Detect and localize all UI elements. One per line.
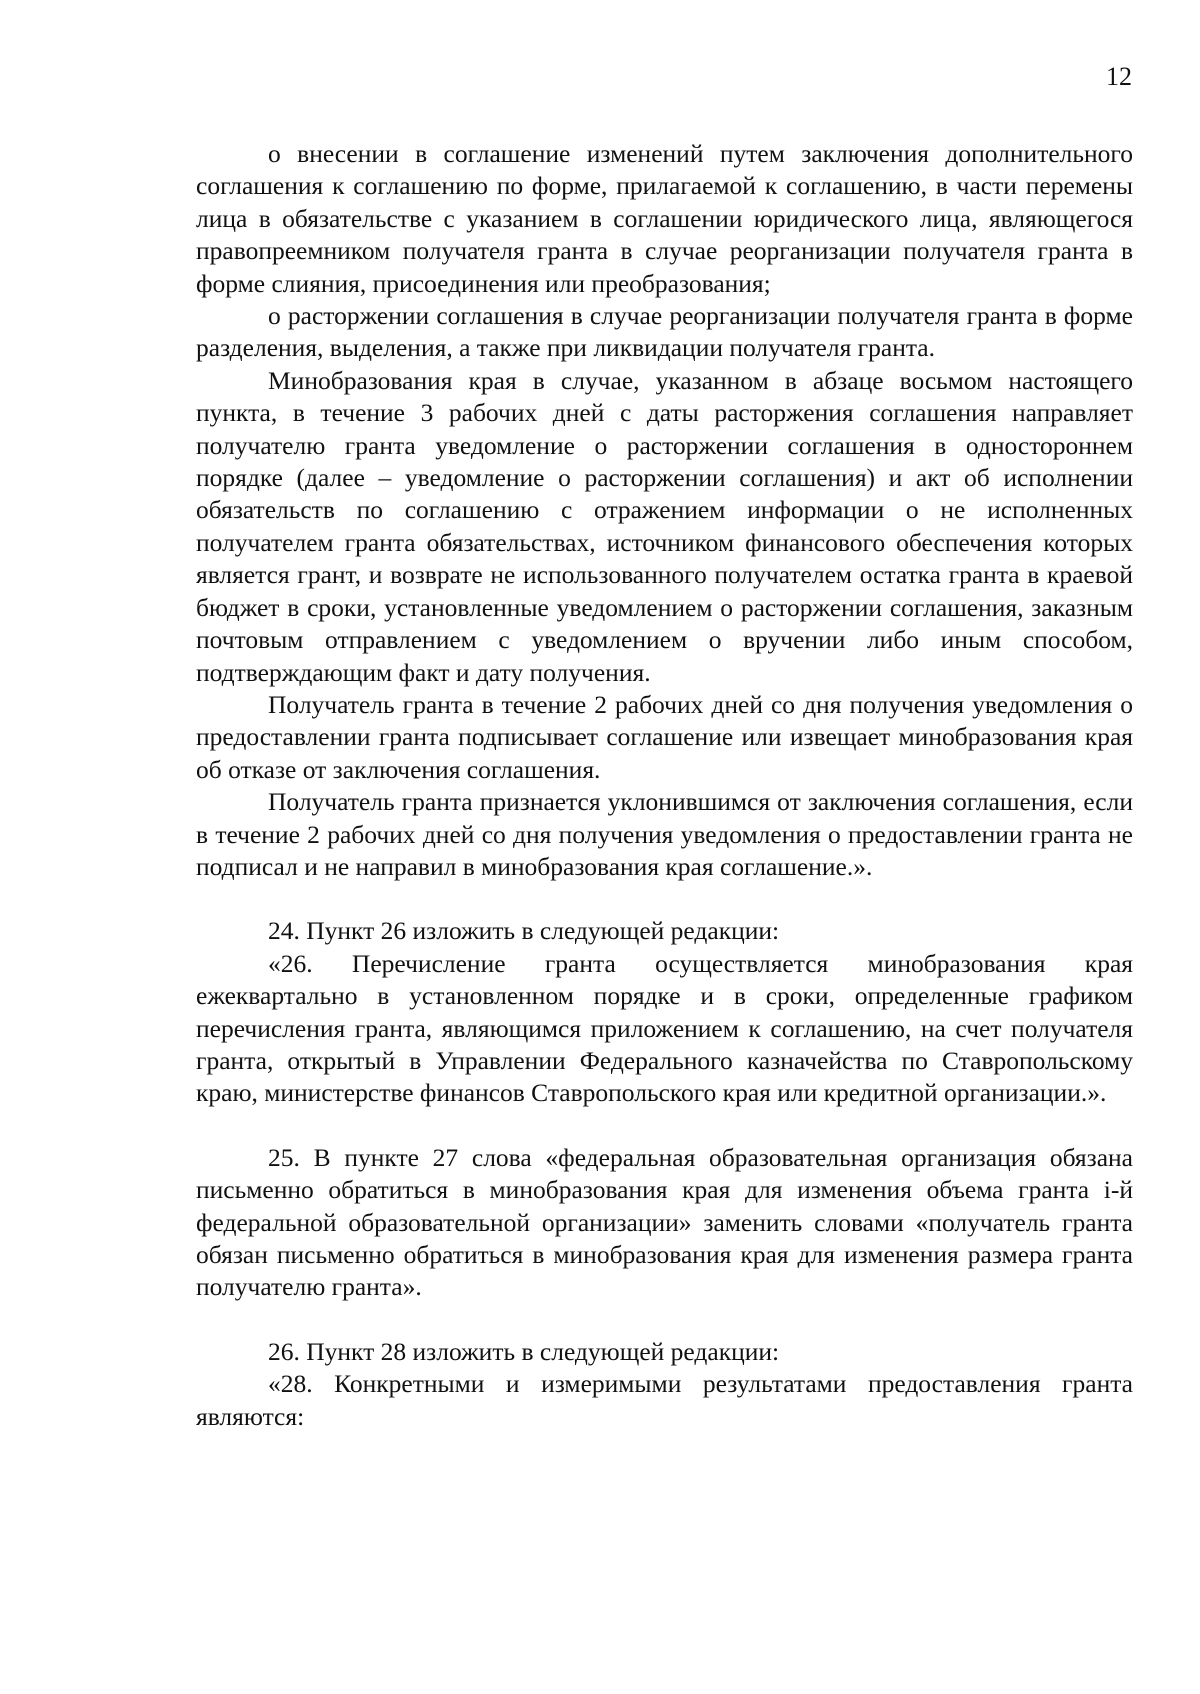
- paragraph-evasion-clause: Получатель гранта признается уклонившимся от заключения соглашения, если в течение 2 рабочих дней со дня получения уведомления о предоставлении гранта не подписал и не направил в минобразования края соглашение.».: [196, 787, 1133, 881]
- paragraph-item-24-heading: 24. Пункт 26 изложить в следующей редакции:: [268, 916, 780, 946]
- paragraph-item-28-text: «28. Конкретными и измеримыми результатами предоставления гранта являются:: [196, 1369, 1133, 1431]
- paragraph-item-25: 25. В пункте 27 слова «федеральная образовательная организация обязана письменно обратиться в минобразования края для изменения объема гранта i-й федеральной образовательной организации» заменить словами «получатель гранта обязан письменно обратиться в минобразования края для изменения размера гранта получателю гранта».: [196, 1142, 1133, 1302]
- paragraph-termination-clause: о расторжении соглашения в случае реорганизации получателя гранта в форме разделения, выделения, а также при ликвидации получателя гранта.: [196, 301, 1133, 363]
- paragraph-termination-notice: Минобразования края в случае, указанном в абзаце восьмом настоящего пункта, в течение 3 рабочих дней с даты расторжения соглашения направляет получателю гранта уведомление о расторжении соглашения в одностороннем порядке (далее – уведомление о расторжении соглашения) и акт об исполнении обязательств по соглашению с отражением информации о не исполненных получателем гранта обязательствах, источником финансового обеспечения которых является грант, и возврате не использованного получателем остатка гранта в краевой бюджет в сроки, установленные уведомлением о расторжении соглашения, заказным почтовым отправлением с уведомлением о вручении либо иным способом, подтверждающим факт и дату получения.: [196, 365, 1133, 687]
- page-number: 12: [1106, 62, 1132, 91]
- document-body: [196, 138, 1133, 1433]
- paragraph-amendment-clause: о внесении в соглашение изменений путем заключения дополнительного соглашения к соглашению по форме, прилагаемой к соглашению, в части перемены лица в обязательстве с указанием в соглашении юридического лица, являющегося правопреемником получателя гранта в случае реорганизации получателя гранта в форме слияния, присоединения или преобразования;: [196, 139, 1133, 298]
- paragraph-signing-deadline: Получатель гранта в течение 2 рабочих дней со дня получения уведомления о предоставлении гранта подписывает соглашение или извещает минобразования края об отказе от заключения соглашения.: [196, 689, 1133, 784]
- paragraph-item-26-text: «26. Перечисление гранта осуществляется минобразования края ежеквартально в установленном порядке и в сроки, определенные графиком перечисления гранта, являющимся приложением к соглашению, на счет получателя гранта, открытый в Управлении Федерального казначейства по Ставропольскому краю, министерстве финансов Ставропольского края или кредитной организации.».: [196, 948, 1133, 1108]
- paragraph-item-26-heading: 26. Пункт 28 изложить в следующей редакции:: [268, 1336, 780, 1366]
